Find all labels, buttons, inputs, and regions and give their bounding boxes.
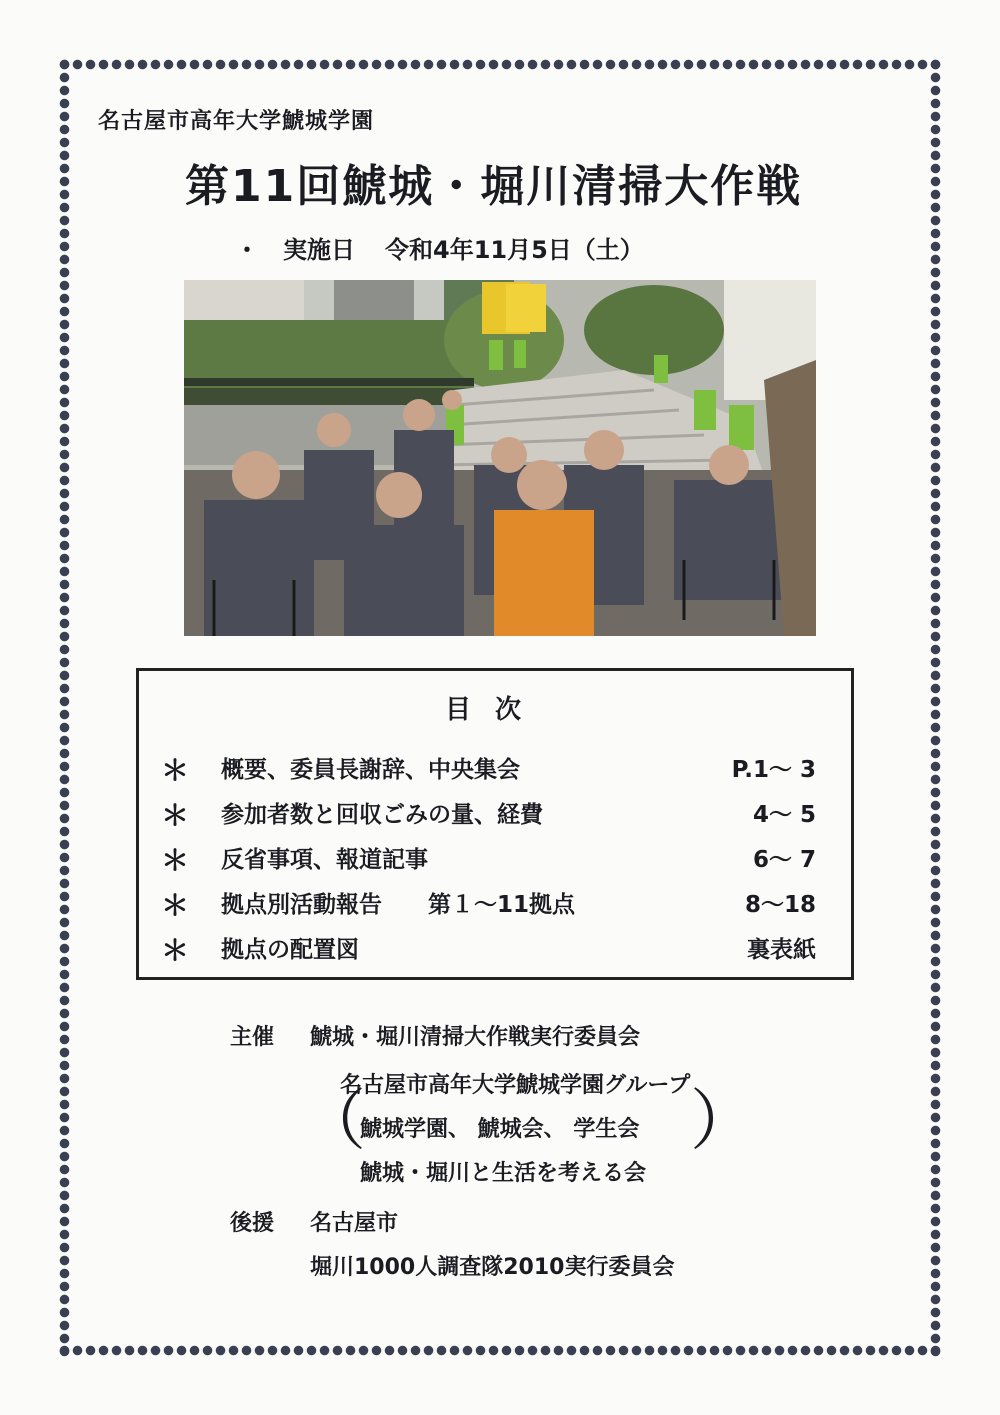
toc-title: 目次 [444, 695, 545, 725]
toc-item-label: 拠点別活動報告 第１～11拠点 [221, 892, 576, 918]
close-parenthesis: ） [690, 1082, 756, 1159]
ceremony-photo [184, 280, 816, 636]
asterisk-icon: ＊ [161, 844, 190, 877]
toc-item-page: 4～ 5 [752, 802, 816, 828]
toc-item-label: 拠点の配置図 [221, 937, 359, 963]
toc-item [161, 749, 816, 789]
support-name: 堀川1000人調査隊2010実行委員会 [310, 1255, 675, 1280]
event-date [235, 230, 644, 265]
toc-item-page: P.1～ 3 [731, 757, 816, 783]
toc-item-page: 裏表紙 [747, 937, 816, 963]
photo-illustration [184, 280, 816, 636]
open-parenthesis: （ [300, 1082, 366, 1159]
host-label: 主催 [230, 1025, 275, 1050]
organization-name: 名古屋市高年大学鯱城学園 [98, 109, 375, 134]
toc-item-label: 反省事項、報道記事 [221, 847, 428, 873]
table-of-contents [136, 668, 854, 980]
toc-item [161, 839, 816, 879]
toc-item [161, 929, 816, 969]
date-value: 令和4年11月5日（土） [385, 236, 644, 264]
asterisk-icon: ＊ [161, 799, 190, 832]
toc-item [161, 884, 816, 924]
page-title: 第11回鯱城・堀川清掃大作戦 [185, 161, 803, 212]
asterisk-icon: ＊ [161, 889, 190, 922]
date-label: 実施日 [283, 236, 355, 264]
group-members: 鯱城学園、 鯱城会、 学生会 [360, 1117, 640, 1142]
group-members: 鯱城・堀川と生活を考える会 [360, 1161, 647, 1186]
support-name: 名古屋市 [310, 1211, 399, 1236]
toc-item-label: 概要、委員長謝辞、中央集会 [221, 757, 520, 783]
toc-item-page: 8～18 [744, 892, 816, 918]
border-bottom [58, 1344, 943, 1358]
asterisk-icon: ＊ [161, 754, 190, 787]
toc-item-page: 6～ 7 [752, 847, 816, 873]
support-label: 後援 [230, 1211, 275, 1236]
group-name: 名古屋市高年大学鯱城学園グループ [340, 1073, 691, 1098]
bullet: ・ [235, 236, 259, 264]
border-left [58, 58, 72, 1358]
asterisk-icon: ＊ [161, 934, 190, 967]
border-top [58, 58, 943, 72]
border-right [929, 58, 943, 1358]
toc-item [161, 794, 816, 834]
host-name: 鯱城・堀川清掃大作戦実行委員会 [310, 1025, 641, 1050]
toc-item-label: 参加者数と回収ごみの量、経費 [221, 802, 543, 828]
